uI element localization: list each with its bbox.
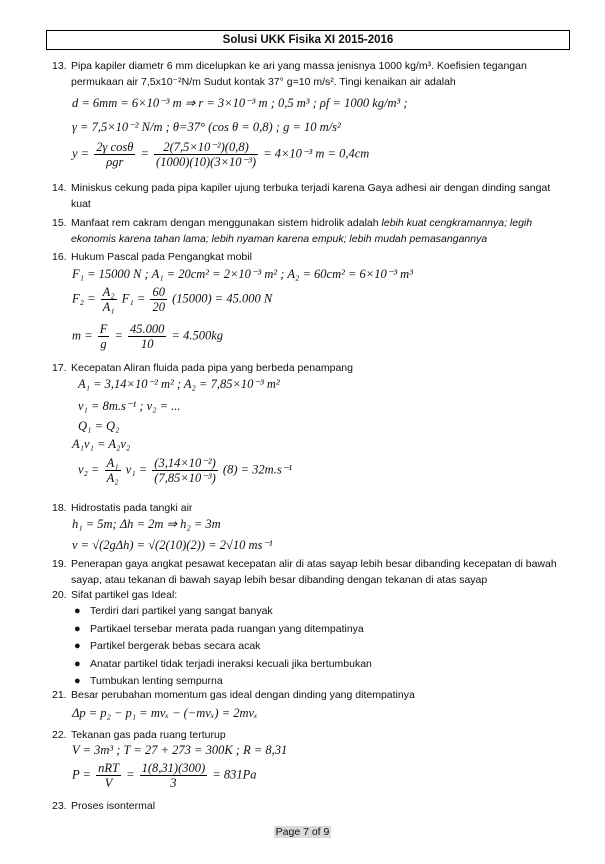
numerator: 45.000 bbox=[130, 322, 165, 336]
question-text: Hidrostatis pada tangki air bbox=[71, 502, 193, 514]
list-item bbox=[72, 621, 552, 639]
denominator: ρgr bbox=[106, 155, 124, 169]
question-text: Kecepatan Aliran fluida pada pipa yang berbeda penampang bbox=[71, 362, 353, 374]
bullet-icon: ● bbox=[74, 657, 81, 670]
eq-mid: v₁ = bbox=[125, 462, 148, 477]
question-number: 19. bbox=[52, 558, 67, 570]
denominator: 20 bbox=[152, 300, 165, 314]
question-number: 22. bbox=[52, 729, 67, 741]
list-item-text: Partikael tersebar merata pada ruangan yang ditempatinya bbox=[90, 622, 364, 635]
fraction bbox=[154, 140, 258, 169]
denominator: A₁ bbox=[102, 300, 115, 314]
gas-properties-list bbox=[72, 603, 552, 691]
equation-16-1: F₁ = 15000 N ; A₁ = 20cm² = 2×10⁻³ m² ; A₂ = 60cm² = 6×10⁻³ m³ bbox=[72, 267, 413, 281]
question-18 bbox=[52, 501, 572, 517]
eq-rhs: (8) = 32m.s⁻¹ bbox=[222, 462, 293, 477]
list-item-text: Anatar partikel tidak terjadi ineraksi kecuali jika bertumbukan bbox=[90, 657, 372, 670]
equation-18-1: h₁ = 5m; Δh = 2m ⇒ h₂ = 3m bbox=[72, 517, 221, 531]
page-header: Solusi UKK Fisika XI 2015-2016 bbox=[46, 30, 570, 50]
fraction bbox=[101, 285, 117, 314]
question-16 bbox=[52, 250, 572, 266]
denominator: A₂ bbox=[106, 471, 119, 485]
question-text: Sifat partikel gas Ideal: bbox=[71, 589, 178, 601]
question-20 bbox=[52, 588, 572, 604]
eq-mid: F₁ = bbox=[121, 291, 146, 306]
denominator: (7,85×10⁻³) bbox=[154, 471, 216, 485]
fraction bbox=[98, 322, 110, 351]
question-number: 15. bbox=[52, 217, 67, 229]
numerator: nRT bbox=[98, 761, 119, 775]
numerator: 2(7,5×10⁻²)(0,8) bbox=[154, 140, 258, 155]
eq-lhs: F₂ = bbox=[72, 291, 96, 306]
question-22 bbox=[52, 728, 572, 744]
list-item-text: Partikel bergerak bebas secara acak bbox=[90, 640, 261, 652]
bullet-icon: ● bbox=[74, 622, 81, 635]
equation-17-3: Q₁ = Q₂ bbox=[78, 419, 120, 433]
denominator: 3 bbox=[170, 776, 177, 790]
equation-16-3 bbox=[72, 322, 223, 351]
eq-rhs: (15000) = 45.000 N bbox=[172, 291, 273, 306]
eq-rhs: = 4.500kg bbox=[171, 328, 224, 343]
denominator: 10 bbox=[140, 337, 154, 351]
equation-21-1: Δp = p₂ − p₁ = mvₓ − (−mvₓ) = 2mvₓ bbox=[72, 706, 258, 720]
question-text: Proses isontermal bbox=[71, 800, 156, 812]
question-text: Manfaat rem cakram dengan menggunakan sistem hidrolik adalah bbox=[71, 217, 382, 229]
equation-17-5 bbox=[78, 456, 292, 485]
question-text: Hukum Pascal pada Pengangkat mobil bbox=[71, 251, 252, 263]
question-number: 21. bbox=[52, 689, 67, 701]
list-item bbox=[72, 638, 552, 656]
equation-16-2 bbox=[72, 285, 272, 314]
question-17 bbox=[52, 361, 572, 377]
equation-22-2 bbox=[72, 761, 257, 790]
denominator: (1000)(10)(3×10⁻³) bbox=[156, 155, 257, 169]
equation-13-2: γ = 7,5×10⁻² N/m ; θ=37° (cos θ = 0,8) ; g = 10 m/s² bbox=[72, 120, 341, 134]
fraction bbox=[96, 761, 121, 790]
eq-mid: = bbox=[126, 767, 135, 782]
question-text: Tekanan gas pada ruang terturup bbox=[71, 729, 226, 741]
eq-rhs: = 4×10⁻³ m = 0,4cm bbox=[263, 146, 370, 161]
equation-22-1: V = 3m³ ; T = 27 + 273 = 300K ; R = 8,31 bbox=[72, 743, 288, 757]
question-number: 23. bbox=[52, 800, 67, 812]
fraction bbox=[150, 285, 167, 314]
list-item-text: Tumbukan lenting sempurna bbox=[90, 675, 223, 687]
eq-lhs: m = bbox=[72, 328, 93, 343]
question-13 bbox=[52, 59, 572, 90]
numerator: 2γ cosθ bbox=[96, 140, 134, 154]
page-footer bbox=[0, 826, 605, 838]
page-number: Page 7 of 9 bbox=[275, 826, 330, 838]
question-14 bbox=[52, 181, 572, 212]
equation-17-4: A₁v₁ = A₂v₂ bbox=[72, 437, 131, 451]
denominator: g bbox=[100, 337, 107, 351]
answer-italic: lebih kuat cengkramannya; legih ekonomis karena tahan lama; lebih nyaman karena empuk; lebih mudah pemasangannya bbox=[71, 217, 533, 245]
equation-17-1: A₁ = 3,14×10⁻² m² ; A₂ = 7,85×10⁻³ m² bbox=[78, 377, 280, 391]
equation-13-3: y = $\frac{\text{2γ cosθ}}{\text{ρgr}}$ = $\frac{\text{2(7,5×10⁻²)(0,8)}}{\text{(1000)(10)(3×10⁻³)}}$ = 4×10⁻³ m = 0,4cm bbox=[72, 140, 370, 169]
eq-lhs: v₂ = bbox=[78, 462, 100, 477]
question-19 bbox=[52, 557, 572, 588]
equation-13-1: d = 6mm = 6×10⁻³ m ⇒ r = 3×10⁻³ m ; 0,5 m³ ; ρf = 1000 kg/m³ ; bbox=[72, 96, 408, 110]
equation-17-2: v₁ = 8m.s⁻¹ ; v₂ = ... bbox=[78, 399, 181, 413]
list-item-text: Terdiri dari partikel yang sangat banyak bbox=[90, 605, 273, 617]
question-number: 14. bbox=[52, 182, 67, 194]
eq-lhs: y = bbox=[72, 146, 90, 161]
list-item bbox=[72, 603, 552, 621]
fraction bbox=[152, 456, 217, 485]
list-item bbox=[72, 656, 552, 674]
question-number: 13. bbox=[52, 60, 67, 72]
fraction bbox=[105, 456, 121, 485]
question-text: Miniskus cekung pada pipa kapiler ujung terbuka terjadi karena Gaya adhesi air dengan dinding sangat kuat bbox=[71, 182, 551, 210]
bullet-icon: ● bbox=[74, 675, 81, 687]
question-number: 18. bbox=[52, 502, 67, 514]
question-text: Pipa kapiler diametr 6 mm dicelupkan ke ari yang massa jenisnya 1000 kg/m³. Koefisien tegangan permukaan air 7,5x10⁻²N/m Sudut kontak 37° g=10 m/s². Tingi kenaikan air adalah bbox=[71, 60, 527, 88]
numerator: 1(8,31)(300) bbox=[141, 761, 206, 775]
question-text: Besar perubahan momentum gas ideal dengan dinding yang ditempatinya bbox=[71, 689, 415, 701]
eq-lhs: P = bbox=[72, 767, 91, 782]
question-text: Penerapan gaya angkat pesawat kecepatan alir di atas sayap lebih besar dibanding kecepatan di bawah sayap, atau tekanan di bawah sayap lebih besar dibanding dengan tekanan di atas sayap bbox=[71, 558, 557, 586]
bullet-icon: ● bbox=[74, 640, 81, 652]
question-15 bbox=[52, 216, 572, 247]
numerator: 60 bbox=[152, 285, 165, 299]
fraction bbox=[94, 140, 135, 169]
equation-18-2: v = √(2gΔh) = √(2(10)(2)) = 2√10 ms⁻¹ bbox=[72, 538, 273, 552]
question-number: 20. bbox=[52, 589, 67, 601]
numerator: (3,14×10⁻²) bbox=[154, 456, 216, 470]
numerator: A₁ bbox=[106, 456, 119, 470]
fraction bbox=[140, 761, 208, 790]
denominator: V bbox=[104, 776, 113, 790]
fraction bbox=[128, 322, 166, 351]
eq-rhs: = 831Pa bbox=[212, 767, 257, 782]
question-number: 17. bbox=[52, 362, 67, 374]
numerator: F bbox=[99, 322, 108, 336]
question-number: 16. bbox=[52, 251, 67, 263]
numerator: A₂ bbox=[102, 285, 115, 299]
bullet-icon: ● bbox=[74, 605, 81, 617]
question-21 bbox=[52, 688, 572, 704]
question-23 bbox=[52, 799, 572, 815]
eq-mid: = bbox=[114, 328, 123, 343]
